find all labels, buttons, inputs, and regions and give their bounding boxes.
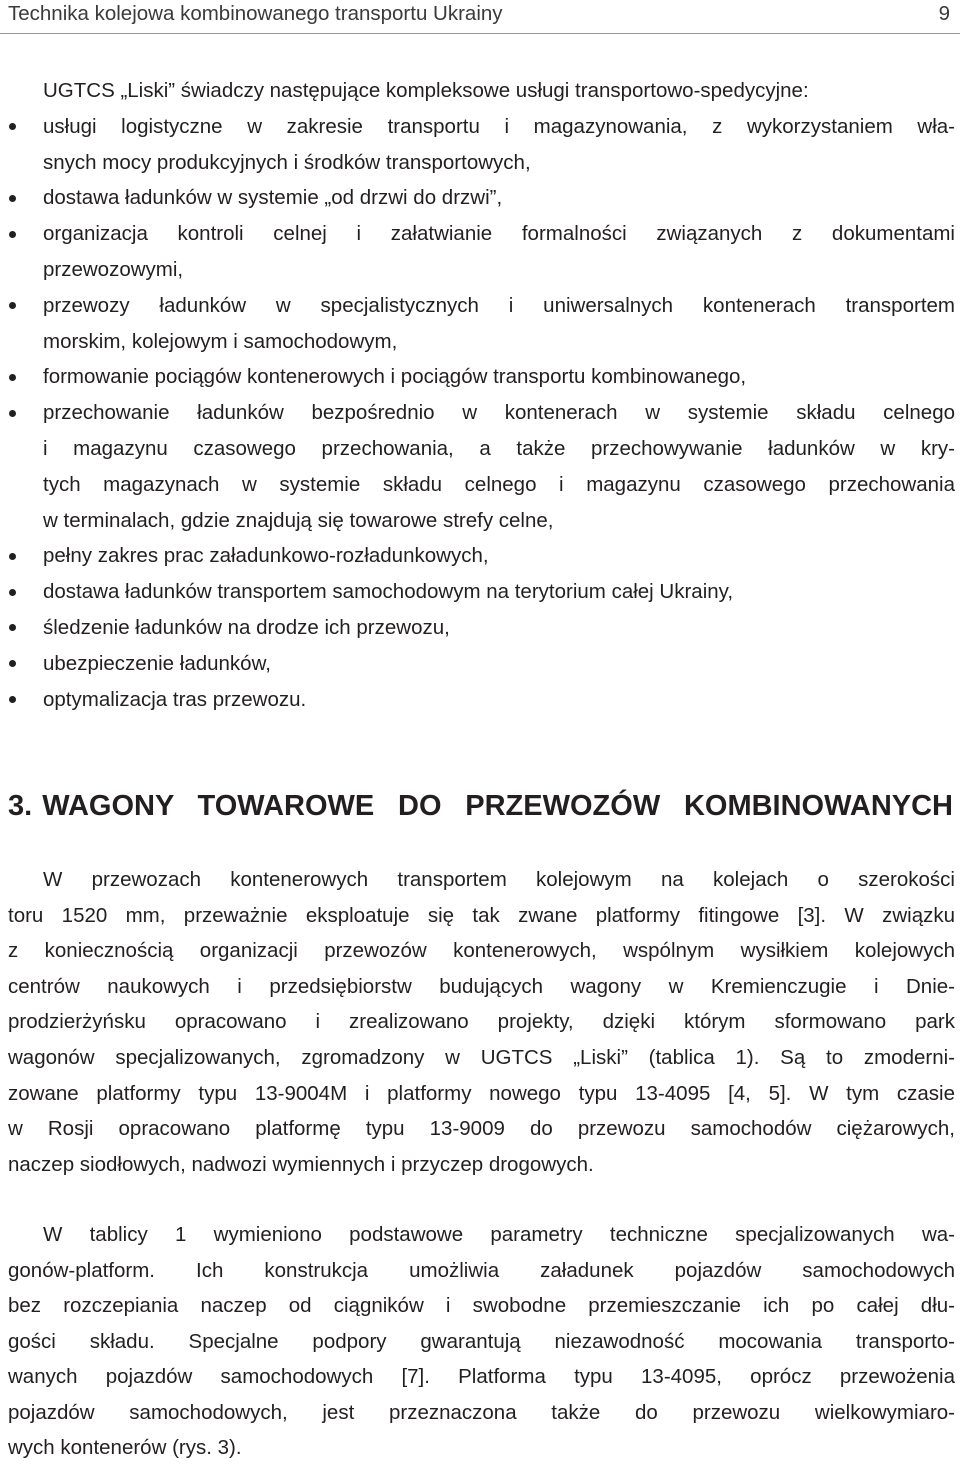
- bullet-text-line: przewozowymi,: [43, 257, 184, 281]
- bullet-dot-icon: [9, 410, 16, 417]
- running-header-title: Technika kolejowa kombinowanego transportu Ukrainy: [8, 2, 503, 25]
- paragraph-line: toru 1520 mm, przeważnie eksploatuje się tak zwane platformy fitingowe [3]. W związku: [8, 903, 955, 927]
- bullet-dot-icon: [9, 195, 16, 202]
- running-header: [0, 0, 960, 34]
- bullet-text-line: organizacja kontroli celnej i załatwianie formalności związanych z dokumentami: [43, 222, 955, 246]
- paragraph-line: wagonów specjalizowanych, zgromadzony w UGTCS „Liski” (tablica 1). Są to zmoderni-: [8, 1045, 955, 1069]
- bullet-text-line: tych magazynach w systemie składu celnego i magazynu czasowego przechowania: [43, 472, 955, 496]
- paragraph-line: prodzierżyńsku opracowano i zrealizowano projekty, dzięki którym sformowano park: [8, 1010, 955, 1034]
- bullet-text-line: pełny zakres prac załadunkowo-rozładunkowych,: [43, 544, 489, 568]
- bullet-text-line: formowanie pociągów kontenerowych i pociągów transportu kombinowanego,: [43, 365, 747, 389]
- bullet-dot-icon: [9, 696, 16, 703]
- bullet-item: [0, 395, 955, 538]
- bullet-text-line: optymalizacja tras przewozu.: [43, 687, 307, 711]
- bullet-text-line: dostawa ładunków w systemie „od drzwi do drzwi”,: [43, 186, 503, 210]
- bullet-dot-icon: [9, 123, 16, 130]
- paragraph-line: w Rosji opracowano platformę typu 13-9009 do przewozu samochodów ciężarowych,: [8, 1117, 955, 1141]
- paragraph: [8, 1217, 955, 1466]
- paragraph-line: wych kontenerów (rys. 3).: [8, 1436, 242, 1459]
- services-list-block: [0, 73, 960, 717]
- bullet-text-line: w terminalach, gdzie znajdują się towarowe strefy celne,: [43, 508, 554, 532]
- paragraph-line: W przewozach kontenerowych transportem kolejowym na kolejach o szerokości: [43, 868, 955, 891]
- bullet-item: [0, 646, 955, 682]
- paragraph-line: z koniecznością organizacji przewozów kontenerowych, wspólnym wysiłkiem kolejowych: [8, 939, 955, 963]
- bullet-dot-icon: [9, 374, 16, 381]
- bullet-dot-icon: [9, 589, 16, 596]
- paragraph-line: wanych pojazdów samochodowych [7]. Platforma typu 13-4095, oprócz przewożenia: [8, 1365, 955, 1388]
- bullet-text-line: przechowanie ładunków bezpośrednio w kontenerach w systemie składu celnego: [43, 401, 955, 425]
- paragraph-line: zowane platformy typu 13-9004M i platformy nowego typu 13-4095 [4, 5]. W tym czasie: [8, 1081, 955, 1105]
- bullet-item: [0, 682, 955, 718]
- bullet-text-line: morskim, kolejowym i samochodowym,: [43, 329, 398, 353]
- paragraph: [8, 862, 955, 1182]
- bullet-text-line: ubezpieczenie ładunków,: [43, 651, 271, 675]
- bullet-item: [0, 538, 955, 574]
- paragraph-line: W tablicy 1 wymieniono podstawowe parametry techniczne specjalizowanych wa-: [43, 1223, 955, 1246]
- bullet-item: [0, 610, 955, 646]
- bullet-dot-icon: [9, 302, 16, 309]
- paragraph-line: gonów-platform. Ich konstrukcja umożliwia załadunek pojazdów samochodowych: [8, 1258, 955, 1282]
- bullet-dot-icon: [9, 624, 16, 631]
- section-title: WAGONY TOWAROWE DO PRZEWOZÓW KOMBINOWANYCH: [42, 789, 953, 822]
- paragraph-line: centrów naukowych i przedsiębiorstw budujących wagony w Kremienczugie i Dnie-: [8, 974, 955, 998]
- bullet-text-line: przewozy ładunków w specjalistycznych i uniwersalnych kontenerach transportem: [43, 293, 955, 317]
- bullet-item: [0, 574, 955, 610]
- bullet-item: [0, 109, 955, 181]
- bullet-text-line: usługi logistyczne w zakresie transportu i magazynowania, z wykorzystaniem wła-: [43, 114, 955, 138]
- bullet-text-line: dostawa ładunków transportem samochodowym na terytorium całej Ukrainy,: [43, 580, 734, 604]
- bullet-item: [0, 359, 955, 395]
- bullet-item: [0, 288, 955, 360]
- bullet-dot-icon: [9, 660, 16, 667]
- bullet-text-line: snych mocy produkcyjnych i środków transportowych,: [43, 150, 531, 174]
- bullet-item: [0, 180, 955, 216]
- page-number: 9: [938, 2, 950, 25]
- bullet-item: [0, 216, 955, 288]
- list-intro: UGTCS „Liski” świadczy następujące kompleksowe usługi transportowo-spedycyjne:: [43, 79, 809, 102]
- paragraph-line: pojazdów samochodowych, jest przeznaczona także do przewozu wielkowymiaro-: [8, 1400, 955, 1424]
- bullet-text-line: i magazynu czasowego przechowania, a także przechowywanie ładunków w kry-: [43, 436, 955, 460]
- paragraph-line: bez rozczepiania naczep od ciągników i swobodne przemieszczanie ich po całej dłu-: [8, 1294, 955, 1317]
- section-number: 3.: [8, 789, 33, 822]
- section-heading: [8, 787, 953, 825]
- bullet-dot-icon: [9, 553, 16, 560]
- bullet-dot-icon: [9, 231, 16, 238]
- paragraph-line: naczep siodłowych, nadwozi wymiennych i przyczep drogowych.: [8, 1152, 594, 1176]
- paragraph-line: gości składu. Specjalne podpory gwarantują niezawodność mocowania transporto-: [8, 1329, 955, 1353]
- bullet-text-line: śledzenie ładunków na drodze ich przewozu,: [43, 615, 450, 639]
